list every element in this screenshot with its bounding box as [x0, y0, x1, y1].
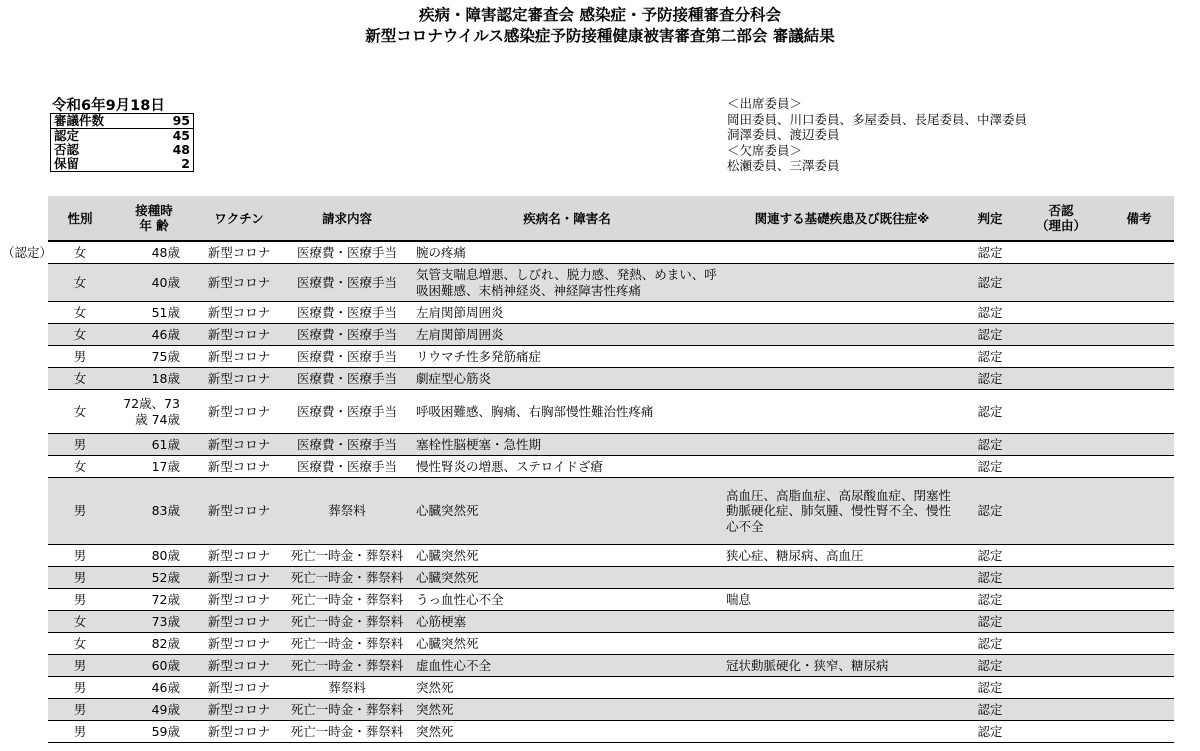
cell-related	[722, 434, 962, 456]
cell-sex: 男	[48, 545, 112, 567]
cell-judgment: 認定	[962, 478, 1018, 545]
cell-judgment: 認定	[962, 324, 1018, 346]
cell-age: 59歳	[112, 721, 196, 743]
cell-vaccine: 新型コロナ	[196, 390, 282, 434]
cell-age: 48歳	[112, 241, 196, 264]
table-row	[48, 434, 1174, 456]
header-related: 関連する基礎疾患及び既往症※	[722, 196, 962, 241]
cell-sex: 女	[48, 611, 112, 633]
cell-denial-reason	[1018, 545, 1104, 567]
table-row	[48, 346, 1174, 368]
cell-sex: 男	[48, 699, 112, 721]
table-row	[48, 721, 1174, 743]
cell-related	[722, 390, 962, 434]
summary-row	[51, 157, 194, 172]
header-age	[112, 196, 196, 241]
cell-sex: 女	[48, 390, 112, 434]
cell-sex: 女	[48, 368, 112, 390]
cell-denial-reason	[1018, 368, 1104, 390]
header-claim: 請求内容	[282, 196, 412, 241]
cell-vaccine: 新型コロナ	[196, 589, 282, 611]
cell-sex: 女	[48, 633, 112, 655]
summary-row	[51, 129, 194, 144]
cell-disease: 心臓突然死	[412, 545, 722, 567]
cell-vaccine: 新型コロナ	[196, 611, 282, 633]
table-row	[48, 699, 1174, 721]
header-denial-line: （理由）	[1035, 218, 1086, 233]
cell-denial-reason	[1018, 699, 1104, 721]
cell-disease: 劇症型心筋炎	[412, 368, 722, 390]
cell-sex: 男	[48, 346, 112, 368]
summary-value: 45	[172, 128, 190, 143]
cell-remarks	[1104, 302, 1174, 324]
cell-claim: 死亡一時金・葬祭料	[282, 721, 412, 743]
cell-age: 83歳	[112, 478, 196, 545]
header-vaccine: ワクチン	[196, 196, 282, 241]
cell-related	[722, 677, 962, 699]
summary-value: 2	[181, 156, 190, 171]
cell-age: 72歳、73歳 74歳	[112, 390, 196, 434]
cell-related	[722, 611, 962, 633]
table-row	[48, 241, 1174, 264]
present-members-line: 岡田委員、川口委員、多屋委員、長尾委員、中澤委員	[727, 111, 1028, 127]
cell-denial-reason	[1018, 589, 1104, 611]
summary-value: 95	[147, 114, 194, 129]
cell-remarks	[1104, 633, 1174, 655]
cell-related	[722, 302, 962, 324]
cell-claim: 死亡一時金・葬祭料	[282, 611, 412, 633]
cell-vaccine: 新型コロナ	[196, 545, 282, 567]
cell-denial-reason	[1018, 611, 1104, 633]
cell-judgment: 認定	[962, 611, 1018, 633]
cell-denial-reason	[1018, 241, 1104, 264]
header-denial-line: 否認	[1048, 203, 1074, 218]
meeting-date: 令和6年9月18日	[52, 98, 165, 114]
cell-sex: 女	[48, 302, 112, 324]
cell-related	[722, 456, 962, 478]
present-members-line: 洞澤委員、渡辺委員	[727, 127, 840, 142]
cell-disease: 突然死	[412, 699, 722, 721]
cell-disease: 左肩関節周囲炎	[412, 324, 722, 346]
cell-remarks	[1104, 478, 1174, 545]
cell-judgment: 認定	[962, 346, 1018, 368]
cell-age: 73歳	[112, 611, 196, 633]
cell-related: 喘息	[722, 589, 962, 611]
header-disease: 疾病名・障害名	[412, 196, 722, 241]
cell-claim: 医療費・医療手当	[282, 264, 412, 302]
cell-remarks	[1104, 611, 1174, 633]
cell-sex: 女	[48, 264, 112, 302]
cell-judgment: 認定	[962, 699, 1018, 721]
cell-age: 60歳	[112, 655, 196, 677]
title-line-2: 新型コロナウイルス感染症予防接種健康被害審査第二部会 審議結果	[365, 27, 835, 45]
cell-remarks	[1104, 721, 1174, 743]
cell-vaccine: 新型コロナ	[196, 567, 282, 589]
absent-members-line: 松瀬委員、三澤委員	[727, 158, 840, 173]
cell-remarks	[1104, 346, 1174, 368]
cell-denial-reason	[1018, 721, 1104, 743]
cell-related	[722, 368, 962, 390]
cell-related: 冠状動脈硬化・狭窄、糖尿病	[722, 655, 962, 677]
cell-age: 75歳	[112, 346, 196, 368]
cell-judgment: 認定	[962, 589, 1018, 611]
summary-label: 保留	[54, 156, 80, 171]
cell-denial-reason	[1018, 633, 1104, 655]
summary-label: 審議件数	[51, 114, 148, 129]
cell-judgment: 認定	[962, 633, 1018, 655]
cell-claim: 死亡一時金・葬祭料	[282, 545, 412, 567]
cell-claim: 医療費・医療手当	[282, 302, 412, 324]
cell-disease: 心臓突然死	[412, 633, 722, 655]
cell-denial-reason	[1018, 478, 1104, 545]
cell-age: 82歳	[112, 633, 196, 655]
cell-related	[722, 324, 962, 346]
header-remarks: 備考	[1104, 196, 1174, 241]
cell-sex: 男	[48, 721, 112, 743]
title-line-1: 疾病・障害認定審査会 感染症・予防接種審査分科会	[419, 6, 781, 24]
cell-judgment: 認定	[962, 368, 1018, 390]
cell-vaccine: 新型コロナ	[196, 346, 282, 368]
cell-vaccine: 新型コロナ	[196, 368, 282, 390]
cell-claim: 医療費・医療手当	[282, 456, 412, 478]
table-row	[48, 264, 1174, 302]
header-sex: 性別	[48, 196, 112, 241]
cell-denial-reason	[1018, 302, 1104, 324]
section-label-approved: （認定）	[2, 245, 53, 260]
cell-judgment: 認定	[962, 721, 1018, 743]
cell-claim: 死亡一時金・葬祭料	[282, 567, 412, 589]
cell-claim: 葬祭料	[282, 677, 412, 699]
present-heading: ＜出席委員＞	[727, 96, 803, 111]
cell-claim: 死亡一時金・葬祭料	[282, 699, 412, 721]
cell-remarks	[1104, 699, 1174, 721]
cell-sex: 男	[48, 478, 112, 545]
cell-denial-reason	[1018, 264, 1104, 302]
cell-remarks	[1104, 368, 1174, 390]
table-row	[48, 302, 1174, 324]
cell-sex: 女	[48, 456, 112, 478]
cell-disease: 慢性腎炎の増悪、ステロイドざ瘡	[412, 456, 722, 478]
cell-age: 17歳	[112, 456, 196, 478]
cell-age: 40歳	[112, 264, 196, 302]
cell-claim: 死亡一時金・葬祭料	[282, 589, 412, 611]
cell-remarks	[1104, 324, 1174, 346]
cell-sex: 男	[48, 434, 112, 456]
cell-denial-reason	[1018, 677, 1104, 699]
absent-heading: ＜欠席委員＞	[727, 142, 803, 158]
cell-disease: 気管支喘息増悪、しびれ、脱力感、発熱、めまい、呼吸困難感、末梢神経炎、神経障害性疼痛	[412, 264, 722, 302]
table-row	[48, 677, 1174, 699]
header-judgment: 判定	[962, 196, 1018, 241]
cell-judgment: 認定	[962, 456, 1018, 478]
cell-vaccine: 新型コロナ	[196, 478, 282, 545]
cell-vaccine: 新型コロナ	[196, 324, 282, 346]
cell-remarks	[1104, 567, 1174, 589]
cell-claim: 医療費・医療手当	[282, 434, 412, 456]
summary-row	[51, 114, 194, 129]
table-row	[48, 655, 1174, 677]
cell-age: 72歳	[112, 589, 196, 611]
cell-remarks	[1104, 677, 1174, 699]
table-row	[48, 611, 1174, 633]
cell-vaccine: 新型コロナ	[196, 264, 282, 302]
cell-disease: うっ血性心不全	[412, 589, 722, 611]
cell-judgment: 認定	[962, 545, 1018, 567]
cell-claim: 死亡一時金・葬祭料	[282, 633, 412, 655]
cell-related	[722, 346, 962, 368]
table-row	[48, 633, 1174, 655]
cell-claim: 死亡一時金・葬祭料	[282, 655, 412, 677]
cell-sex: 男	[48, 677, 112, 699]
cell-claim: 医療費・医療手当	[282, 390, 412, 434]
cell-denial-reason	[1018, 390, 1104, 434]
cell-related	[722, 699, 962, 721]
cell-denial-reason	[1018, 434, 1104, 456]
committee-members	[727, 96, 1027, 174]
summary-label: 認定	[54, 128, 80, 143]
cell-claim: 葬祭料	[282, 478, 412, 545]
cell-vaccine: 新型コロナ	[196, 434, 282, 456]
header-age-line: 接種時	[135, 203, 173, 218]
cell-vaccine: 新型コロナ	[196, 302, 282, 324]
cell-remarks	[1104, 434, 1174, 456]
cell-related	[722, 633, 962, 655]
cell-related	[722, 567, 962, 589]
cell-sex: 女	[48, 324, 112, 346]
results-table	[48, 196, 1174, 743]
cell-sex: 男	[48, 655, 112, 677]
cell-denial-reason	[1018, 567, 1104, 589]
cell-vaccine: 新型コロナ	[196, 655, 282, 677]
table-row	[48, 545, 1174, 567]
table-row	[48, 478, 1174, 545]
cell-age: 80歳	[112, 545, 196, 567]
table-row	[48, 324, 1174, 346]
cell-age: 46歳	[112, 324, 196, 346]
cell-sex: 女	[48, 241, 112, 264]
cell-denial-reason	[1018, 456, 1104, 478]
summary-row	[51, 143, 194, 157]
cell-disease: 心筋梗塞	[412, 611, 722, 633]
table-row	[48, 368, 1174, 390]
cell-remarks	[1104, 390, 1174, 434]
cell-sex: 男	[48, 567, 112, 589]
cell-disease: 腕の疼痛	[412, 241, 722, 264]
table-row	[48, 589, 1174, 611]
table-row	[48, 567, 1174, 589]
cell-vaccine: 新型コロナ	[196, 241, 282, 264]
table-row	[48, 390, 1174, 434]
cell-age: 52歳	[112, 567, 196, 589]
cell-disease: 突然死	[412, 721, 722, 743]
cell-disease: 突然死	[412, 677, 722, 699]
cell-disease: 左肩関節周囲炎	[412, 302, 722, 324]
cell-claim: 医療費・医療手当	[282, 368, 412, 390]
cell-vaccine: 新型コロナ	[196, 699, 282, 721]
cell-age: 18歳	[112, 368, 196, 390]
cell-vaccine: 新型コロナ	[196, 677, 282, 699]
cell-related	[722, 241, 962, 264]
cell-judgment: 認定	[962, 655, 1018, 677]
header-age-line: 年 齢	[139, 218, 169, 233]
cell-vaccine: 新型コロナ	[196, 633, 282, 655]
cell-disease: 心臓突然死	[412, 567, 722, 589]
summary-value: 48	[172, 142, 190, 157]
cell-denial-reason	[1018, 324, 1104, 346]
cell-remarks	[1104, 264, 1174, 302]
cell-judgment: 認定	[962, 302, 1018, 324]
cell-judgment: 認定	[962, 390, 1018, 434]
cell-disease: リウマチ性多発筋痛症	[412, 346, 722, 368]
cell-related: 狭心症、糖尿病、高血圧	[722, 545, 962, 567]
cell-judgment: 認定	[962, 677, 1018, 699]
cell-disease: 塞栓性脳梗塞・急性期	[412, 434, 722, 456]
cell-age: 51歳	[112, 302, 196, 324]
cell-claim: 医療費・医療手当	[282, 241, 412, 264]
cell-denial-reason	[1018, 346, 1104, 368]
cell-judgment: 認定	[962, 264, 1018, 302]
cell-remarks	[1104, 589, 1174, 611]
cell-judgment: 認定	[962, 567, 1018, 589]
cell-remarks	[1104, 545, 1174, 567]
cell-denial-reason	[1018, 655, 1104, 677]
cell-disease: 心臓突然死	[412, 478, 722, 545]
table-header-row	[48, 196, 1174, 241]
cell-remarks	[1104, 456, 1174, 478]
cell-remarks	[1104, 241, 1174, 264]
cell-remarks	[1104, 655, 1174, 677]
cell-age: 61歳	[112, 434, 196, 456]
cell-sex: 男	[48, 589, 112, 611]
cell-judgment: 認定	[962, 434, 1018, 456]
cell-age: 46歳	[112, 677, 196, 699]
header-denial	[1018, 196, 1104, 241]
cell-judgment: 認定	[962, 241, 1018, 264]
cell-related: 高血圧、高脂血症、高尿酸血症、閉塞性動脈硬化症、肺気腫、慢性腎不全、慢性心不全	[722, 478, 962, 545]
cell-related	[722, 264, 962, 302]
cell-disease: 呼吸困難感、胸痛、右胸部慢性難治性疼痛	[412, 390, 722, 434]
summary-label: 否認	[54, 142, 80, 157]
cell-claim: 医療費・医療手当	[282, 346, 412, 368]
cell-vaccine: 新型コロナ	[196, 721, 282, 743]
cell-vaccine: 新型コロナ	[196, 456, 282, 478]
cell-age: 49歳	[112, 699, 196, 721]
cell-disease: 虚血性心不全	[412, 655, 722, 677]
summary-table	[50, 113, 194, 172]
cell-claim: 医療費・医療手当	[282, 324, 412, 346]
cell-related	[722, 721, 962, 743]
table-row	[48, 456, 1174, 478]
